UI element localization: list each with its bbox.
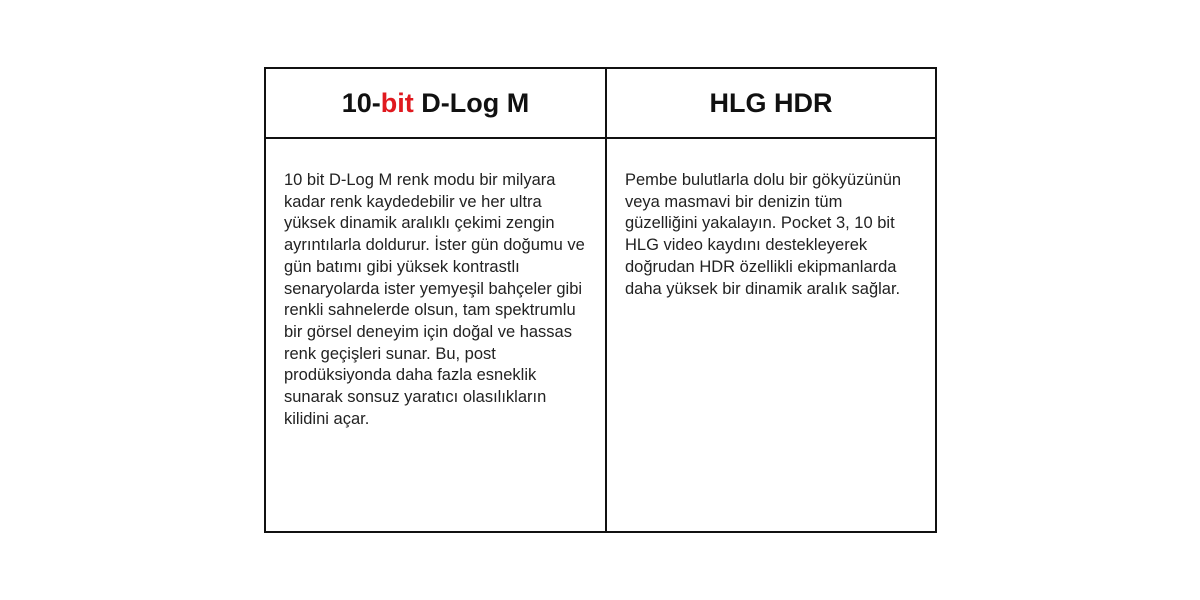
- column-body-hlg: [607, 139, 935, 531]
- column-header-dlog: [266, 69, 607, 139]
- header-dlog-prefix: 10-: [341, 87, 381, 118]
- dlog-description: 10 bit D-Log M renk modu bir milyara kadar renk kaydedebilir ve her ultra yüksek dinamik aralıklı çekimi zengin ayrıntılarla doldurur. İster gün doğumu ve gün batımı gibi yüksek kontrastlı senaryolarda ister yemyeşil bahçeler gibi renkli sahnelerde olsun, tam spektrumlu bir görsel deneyim için doğal ve hassas renk geçişleri sunar. Bu, post prodüksiyonda daha fazla esneklik sunarak sonsuz yaratıcı olasılıkların kilidini açar.: [284, 171, 585, 428]
- header-hlg-title: HLG HDR: [709, 87, 833, 118]
- comparison-table: [264, 67, 937, 533]
- hlg-description: Pembe bulutlarla dolu bir gökyüzünün veya masmavi bir denizin tüm güzelliğini yakalayın. Pocket 3, 10 bit HLG video kaydını destekleyerek doğrudan HDR özellikli ekipmanlarda daha yüksek bir dinamik aralık sağlar.: [625, 171, 902, 298]
- header-dlog-accent: bit: [380, 87, 414, 118]
- column-header-hlg: [607, 69, 935, 139]
- header-dlog-suffix: D-Log M: [413, 87, 530, 118]
- column-body-dlog: [266, 139, 607, 531]
